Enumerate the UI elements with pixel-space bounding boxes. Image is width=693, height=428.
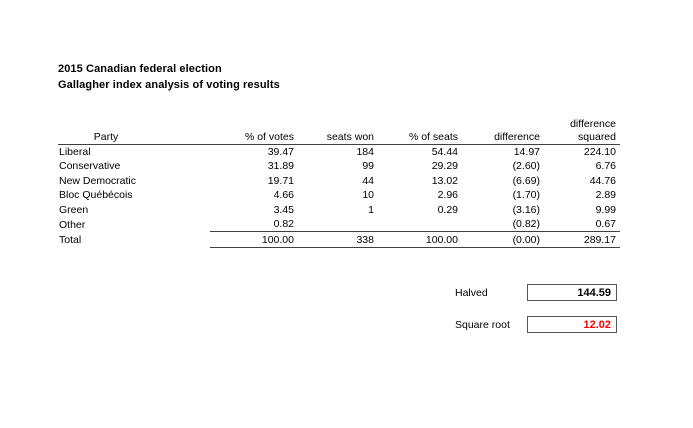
cell-difference-squared: 9.99 [595, 203, 616, 216]
cell-seats-won: 44 [362, 174, 374, 187]
column-header-percent-seats: % of seats [378, 118, 462, 145]
cell-difference-squared: 2.89 [595, 189, 616, 202]
cell-seats-won: 10 [362, 189, 374, 202]
column-header-party: Party [58, 118, 210, 145]
cell-difference-squared: 44.76 [589, 174, 616, 187]
square-root-value-box[interactable] [527, 316, 617, 333]
cell-difference-squared: 6.76 [595, 160, 616, 173]
cell-party: Green [59, 203, 89, 216]
cell-difference: (0.82) [462, 217, 544, 232]
square-root-label: Square root [455, 318, 510, 331]
table-row [58, 145, 620, 160]
cell-total-label: Total [59, 234, 82, 247]
cell-party: Conservative [59, 160, 121, 173]
cell-difference-squared: 224.10 [583, 146, 616, 158]
table-row [58, 159, 620, 173]
cell-percent-votes: 4.66 [273, 189, 294, 202]
cell-total-seats-won: 338 [298, 232, 378, 248]
cell-percent-seats: 0.29 [437, 203, 458, 216]
cell-percent-votes: 19.71 [267, 174, 294, 187]
column-header-seats-won: seats won [298, 118, 378, 145]
table-body [58, 145, 620, 248]
cell-party: New Democratic [59, 174, 137, 187]
table-row [58, 174, 620, 188]
cell-percent-seats: 54.44 [431, 146, 458, 158]
table-row [58, 188, 620, 202]
cell-percent-seats: 29.29 [431, 160, 458, 173]
cell-difference-squared: 0.67 [544, 217, 620, 232]
cell-total-difference: (0.00) [462, 232, 544, 248]
cell-total-difference-squared: 289.17 [544, 232, 620, 248]
document-titles [58, 61, 280, 93]
cell-difference: (3.16) [512, 203, 540, 216]
cell-difference: (1.70) [512, 189, 540, 202]
cell-seats-won [298, 217, 378, 232]
results-table [58, 118, 620, 248]
cell-percent-votes: 3.45 [273, 203, 294, 216]
page-subtitle: Gallagher index analysis of voting results [58, 79, 280, 91]
summary-results [455, 283, 620, 347]
cell-seats-won: 1 [368, 203, 374, 216]
halved-value-box[interactable] [527, 284, 617, 301]
cell-party: Bloc Québécois [59, 189, 133, 202]
cell-percent-seats: 2.96 [437, 189, 458, 202]
cell-total-percent-seats: 100.00 [378, 232, 462, 248]
halved-value: 144.59 [577, 286, 611, 299]
table-head [58, 118, 620, 145]
square-root-row [455, 315, 620, 334]
cell-seats-won: 184 [356, 146, 374, 158]
cell-difference: (6.69) [512, 174, 540, 187]
table-total-row [58, 232, 620, 248]
cell-percent-seats [378, 217, 462, 232]
cell-seats-won: 99 [362, 160, 374, 173]
cell-difference: 14.97 [513, 146, 540, 158]
gallagher-index-table [58, 118, 620, 248]
cell-total-percent-votes: 100.00 [210, 232, 298, 248]
cell-difference: (2.60) [512, 160, 540, 173]
square-root-value: 12.02 [583, 318, 611, 331]
column-header-percent-votes: % of votes [210, 118, 298, 145]
cell-party: Other [59, 218, 86, 231]
cell-percent-seats: 13.02 [431, 174, 458, 187]
cell-percent-votes: 39.47 [267, 146, 294, 158]
halved-label: Halved [455, 286, 488, 299]
cell-percent-votes: 31.89 [267, 160, 294, 173]
page-title: 2015 Canadian federal election [58, 63, 222, 75]
cell-party: Liberal [59, 146, 91, 158]
table-header-row [58, 118, 620, 145]
table-row [58, 203, 620, 217]
column-header-difference: difference [462, 118, 544, 145]
table-row [58, 217, 620, 232]
cell-percent-votes: 0.82 [210, 217, 298, 232]
column-header-difference-squared: difference squared [544, 118, 620, 145]
halved-row [455, 283, 620, 302]
